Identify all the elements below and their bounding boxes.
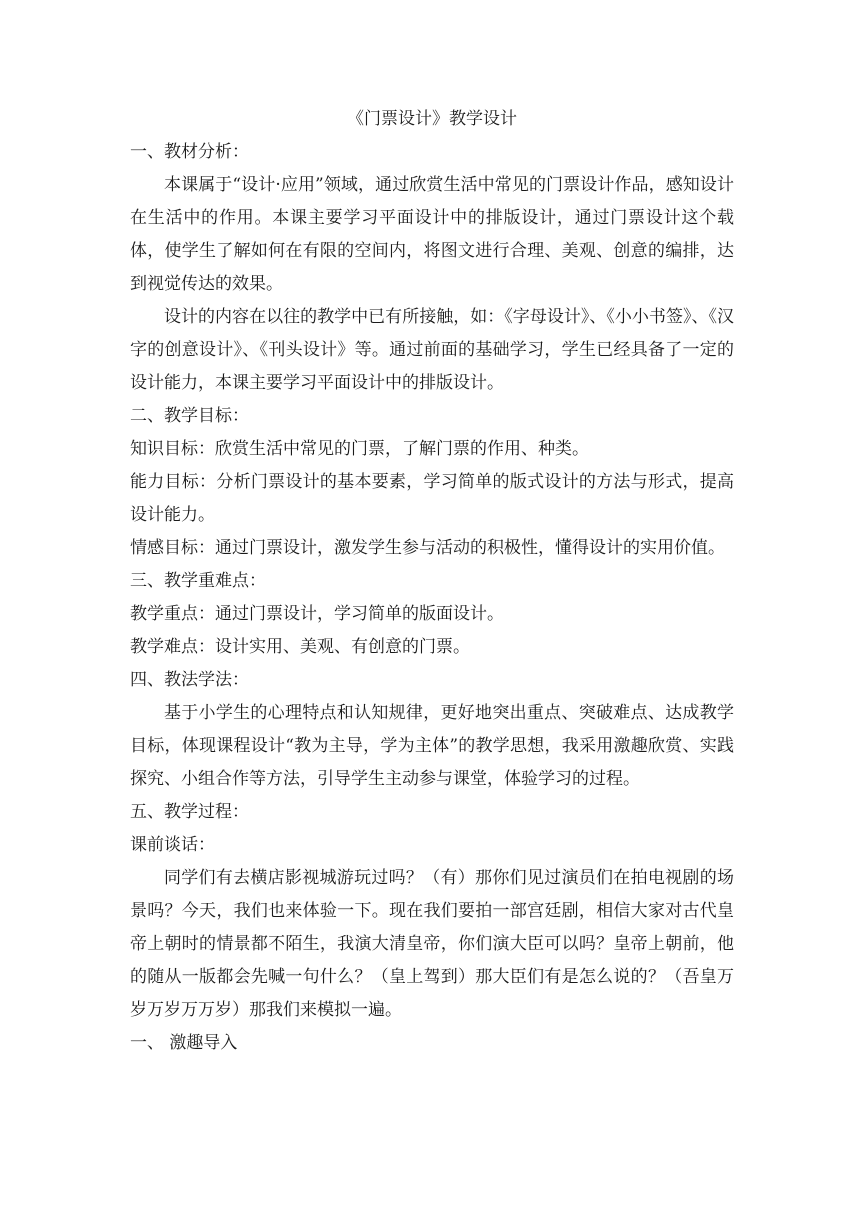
- paragraph-textbook-analysis-1: 本课属于“设计·应用”领域，通过欣赏生活中常见的门票设计作品，感知设计在生活中的作用。本课主要学习平面设计中的排版设计，通过门票设计这个载体，使学生了解如何在有限的空间内，将图文进行合理、美观、创意的编排，达到视觉传达的效果。: [130, 175, 734, 294]
- section-heading-key-difficult-points: 三、教学重难点：: [130, 571, 266, 591]
- document-title: 《门票设计》教学设计: [347, 109, 517, 129]
- paragraph-pre-class-talk: 同学们有去横店影视城游玩过吗？（有）那你们见过演员们在拍电视剧的场景吗？今天，我们也来体验一下。现在我们要拍一部宫廷剧，相信大家对古代皇帝上朝时的情景都不陌生，我演大清皇帝，你们演大臣可以吗？皇帝上朝前，他的随从一版都会先喊一句什么？（皇上驾到）那大臣们有是怎么说的？（吾皇万岁万岁万万岁）那我们来模拟一遍。: [130, 868, 734, 1020]
- goal-ability: 能力目标：分析门票设计的基本要素，学习简单的版式设计的方法与形式，提高设计能力。: [130, 472, 734, 525]
- goal-emotion: 情感目标：通过门票设计，激发学生参与活动的积极性，懂得设计的实用价值。: [130, 538, 725, 558]
- goal-knowledge: 知识目标：欣赏生活中常见的门票，了解门票的作用、种类。: [130, 439, 589, 459]
- difficult-point: 教学难点：设计实用、美观、有创意的门票。: [130, 637, 470, 657]
- subheading-introduction: 一、 激趣导入: [130, 1033, 238, 1053]
- paragraph-teaching-methods: 基于小学生的心理特点和认知规律，更好地突出重点、突破难点、达成教学目标，体现课程设计“教为主导，学为主体”的教学思想，我采用激趣欣赏、实践探究、小组合作等方法，引导学生主动参与课堂，体验学习的过程。: [130, 703, 734, 789]
- section-heading-teaching-goals: 二、教学目标：: [130, 406, 249, 426]
- subheading-pre-class-talk: 课前谈话：: [130, 835, 215, 855]
- section-heading-teaching-methods: 四、教法学法：: [130, 670, 249, 690]
- section-heading-teaching-process: 五、教学过程：: [130, 802, 249, 822]
- section-heading-textbook-analysis: 一、教材分析：: [130, 142, 249, 162]
- paragraph-textbook-analysis-2: 设计的内容在以往的教学中已有所接触，如：《字母设计》、《小小书签》、《汉字的创意设计》、《刊头设计》等。通过前面的基础学习，学生已经具备了一定的设计能力，本课主要学习平面设计中的排版设计。: [130, 307, 734, 393]
- key-point: 教学重点：通过门票设计，学习简单的版面设计。: [130, 604, 504, 624]
- document-page: [130, 103, 734, 1060]
